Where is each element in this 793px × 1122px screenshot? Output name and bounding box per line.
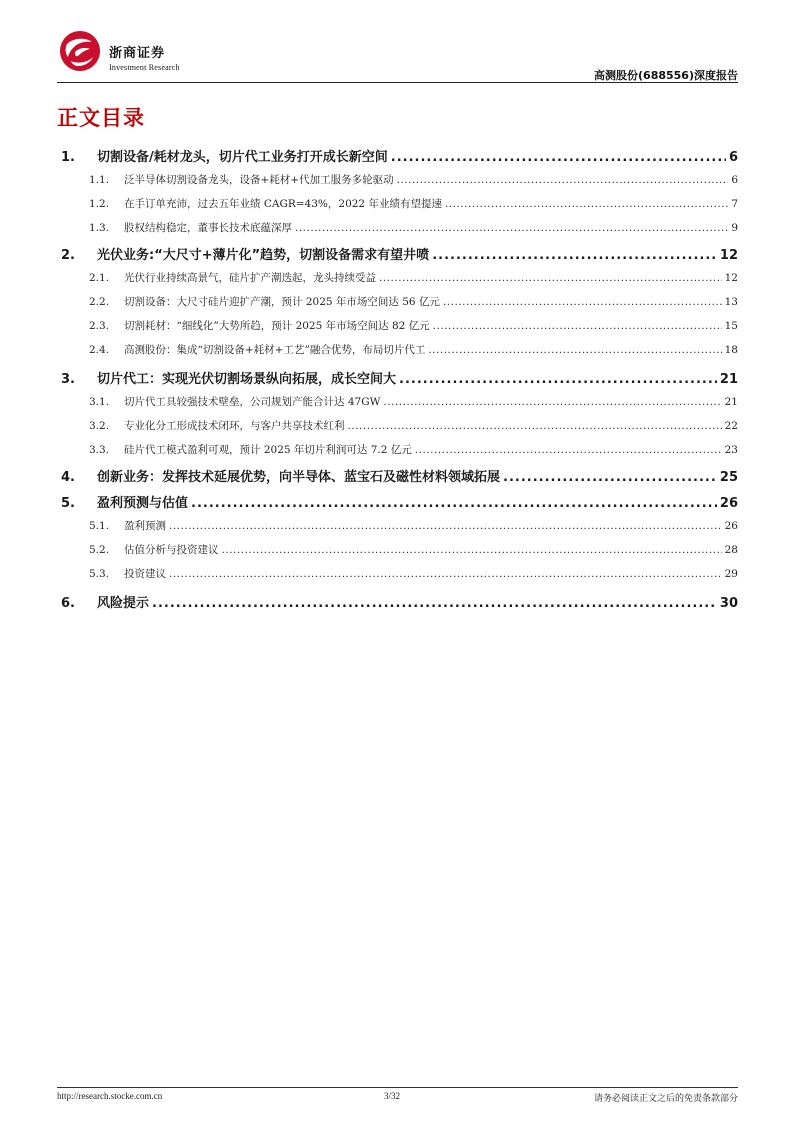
- toc-subsection-entry[interactable]: [57, 518, 738, 536]
- toc-entry-number: 1.: [61, 150, 75, 165]
- toc-dot-leader: [169, 568, 722, 580]
- toc-entry-page: 6: [728, 150, 738, 165]
- toc-dot-leader: [379, 272, 722, 284]
- toc-dot-leader: [295, 222, 728, 234]
- toc-section-entry[interactable]: [57, 492, 738, 512]
- toc-entry-number: 2.2.: [89, 296, 110, 308]
- toc-dot-leader: [152, 596, 717, 611]
- toc-dot-leader: [348, 420, 722, 432]
- toc-entry-title: 盈利预测与估值: [97, 496, 189, 511]
- toc-dot-leader: [399, 372, 717, 387]
- brand-name-cn: 浙商证券: [109, 46, 166, 61]
- toc-entry-title: 盈利预测: [124, 520, 166, 532]
- toc-entry-number: 3.2.: [89, 420, 110, 432]
- brand-logo-icon: [57, 28, 103, 74]
- toc-entry-number: 1.1.: [89, 174, 110, 186]
- toc-entry-page: 6: [731, 174, 738, 186]
- toc-entry-page: 30: [719, 596, 738, 611]
- toc-subsection-entry[interactable]: [57, 342, 738, 360]
- page-indicator: 3/32: [384, 1091, 401, 1101]
- toc-entry-title: 切片代工具较强技术壁垒，公司规划产能合计达 47GW: [124, 396, 381, 408]
- toc-entry-number: 5.1.: [89, 520, 110, 532]
- toc-dot-leader: [415, 444, 722, 456]
- footer-rule: [57, 1087, 738, 1088]
- toc-entry-page: 7: [731, 198, 738, 210]
- toc-dot-leader: [432, 248, 717, 263]
- toc-subsection-entry[interactable]: [57, 196, 738, 214]
- toc-subsection-entry[interactable]: [57, 542, 738, 560]
- toc-dot-leader: [222, 544, 722, 556]
- toc-entry-number: 5.2.: [89, 544, 110, 556]
- toc-entry-title: 估值分析与投资建议: [124, 544, 219, 556]
- toc-subsection-entry[interactable]: [57, 220, 738, 238]
- toc-entry-number: 6.: [61, 596, 75, 611]
- toc-dot-leader: [445, 198, 728, 210]
- page-title: 正文目录: [57, 106, 145, 130]
- toc-entry-page: 12: [719, 248, 738, 263]
- toc-dot-leader: [383, 396, 721, 408]
- toc-dot-leader: [428, 344, 721, 356]
- report-name: 高测股份(688556)深度报告: [594, 69, 738, 82]
- toc-subsection-entry[interactable]: [57, 270, 738, 288]
- toc-section-entry[interactable]: [57, 244, 738, 264]
- footer-url-link[interactable]: http://research.stocke.com.cn: [57, 1091, 163, 1101]
- brand-logo: [57, 26, 217, 78]
- toc-entry-title: 创新业务：发挥技术延展优势，向半导体、蓝宝石及磁性材料领域拓展: [97, 470, 501, 485]
- toc-dot-leader: [169, 520, 722, 532]
- toc-entry-page: 13: [724, 296, 738, 308]
- toc-entry-page: 21: [719, 372, 738, 387]
- toc-entry-number: 2.3.: [89, 320, 110, 332]
- toc-subsection-entry[interactable]: [57, 418, 738, 436]
- toc-entry-number: 3.: [61, 372, 75, 387]
- toc-entry-number: 3.3.: [89, 444, 110, 456]
- toc-entry-title: 光伏行业持续高景气，硅片扩产潮迭起，龙头持续受益: [124, 272, 376, 284]
- toc-entry-title: 风险提示: [97, 596, 150, 611]
- toc-entry-number: 3.1.: [89, 396, 110, 408]
- toc-entry-title: 投资建议: [124, 568, 166, 580]
- toc-section-entry[interactable]: [57, 146, 738, 166]
- toc-entry-number: 5.: [61, 496, 75, 511]
- toc-entry-number: 2.1.: [89, 272, 110, 284]
- toc-entry-page: 28: [724, 544, 738, 556]
- toc-entry-page: 15: [724, 320, 738, 332]
- toc-subsection-entry[interactable]: [57, 394, 738, 412]
- toc-entry-title: 光伏业务:“大尺寸+薄片化”趋势，切割设备需求有望井喷: [97, 248, 430, 263]
- page-header: [57, 26, 738, 83]
- toc-dot-leader: [191, 496, 717, 511]
- toc-entry-page: 29: [724, 568, 738, 580]
- toc-entry-title: 切割设备：大尺寸硅片迎扩产潮，预计 2025 年市场空间达 56 亿元: [124, 296, 440, 308]
- toc-dot-leader: [391, 150, 726, 165]
- toc-entry-title: 高测股份：集成“切割设备+耗材+工艺”融合优势，布局切片代工: [124, 344, 426, 356]
- toc-entry-page: 26: [724, 520, 738, 532]
- toc-entry-title: 硅片代工模式盈利可观，预计 2025 年切片利润可达 7.2 亿元: [124, 444, 412, 456]
- toc-entry-number: 2.: [61, 248, 75, 263]
- toc-entry-title: 切片代工：实现光伏切割场景纵向拓展，成长空间大: [97, 372, 397, 387]
- toc-entry-title: 股权结构稳定，董事长技术底蕴深厚: [124, 222, 292, 234]
- footer-disclaimer: 请务必阅读正文之后的免责条款部分: [593, 1094, 738, 1104]
- toc-entry-number: 1.2.: [89, 198, 110, 210]
- toc-entry-number: 4.: [61, 470, 75, 485]
- toc-entry-page: 21: [724, 396, 738, 408]
- toc-entry-number: 1.3.: [89, 222, 110, 234]
- toc-entry-title: 专业化分工形成技术闭环，与客户共享技术红利: [124, 420, 345, 432]
- toc-subsection-entry[interactable]: [57, 442, 738, 460]
- toc-entry-page: 23: [724, 444, 738, 456]
- toc-dot-leader: [433, 320, 722, 332]
- toc-section-entry[interactable]: [57, 592, 738, 612]
- toc-entry-page: 26: [719, 496, 738, 511]
- toc-subsection-entry[interactable]: [57, 566, 738, 584]
- toc-entry-title: 泛半导体切割设备龙头，设备+耗材+代加工服务多轮驱动: [124, 174, 394, 186]
- header-rule: [57, 82, 738, 83]
- toc-entry-page: 9: [731, 222, 738, 234]
- toc-dot-leader: [443, 296, 722, 308]
- toc-entry-title: 在手订单充沛，过去五年业绩 CAGR=43%，2022 年业绩有望提速: [124, 198, 442, 210]
- toc-subsection-entry[interactable]: [57, 318, 738, 336]
- toc-subsection-entry[interactable]: [57, 294, 738, 312]
- toc-entry-page: 22: [724, 420, 738, 432]
- toc-entry-number: 5.3.: [89, 568, 110, 580]
- toc-entry-title: 切割耗材：“细线化”大势所趋，预计 2025 年市场空间达 82 亿元: [124, 320, 430, 332]
- toc-entry-page: 25: [719, 470, 738, 485]
- toc-entry-page: 12: [724, 272, 738, 284]
- toc-section-entry[interactable]: [57, 368, 738, 388]
- toc-dot-leader: [397, 174, 729, 186]
- toc-entry-number: 2.4.: [89, 344, 110, 356]
- brand-name-en: Investment Research: [109, 63, 180, 72]
- toc-entry-page: 18: [724, 344, 738, 356]
- toc-subsection-entry[interactable]: [57, 172, 738, 190]
- toc-dot-leader: [503, 470, 717, 485]
- toc-section-entry[interactable]: [57, 466, 738, 486]
- toc-entry-title: 切割设备/耗材龙头，切片代工业务打开成长新空间: [97, 150, 388, 165]
